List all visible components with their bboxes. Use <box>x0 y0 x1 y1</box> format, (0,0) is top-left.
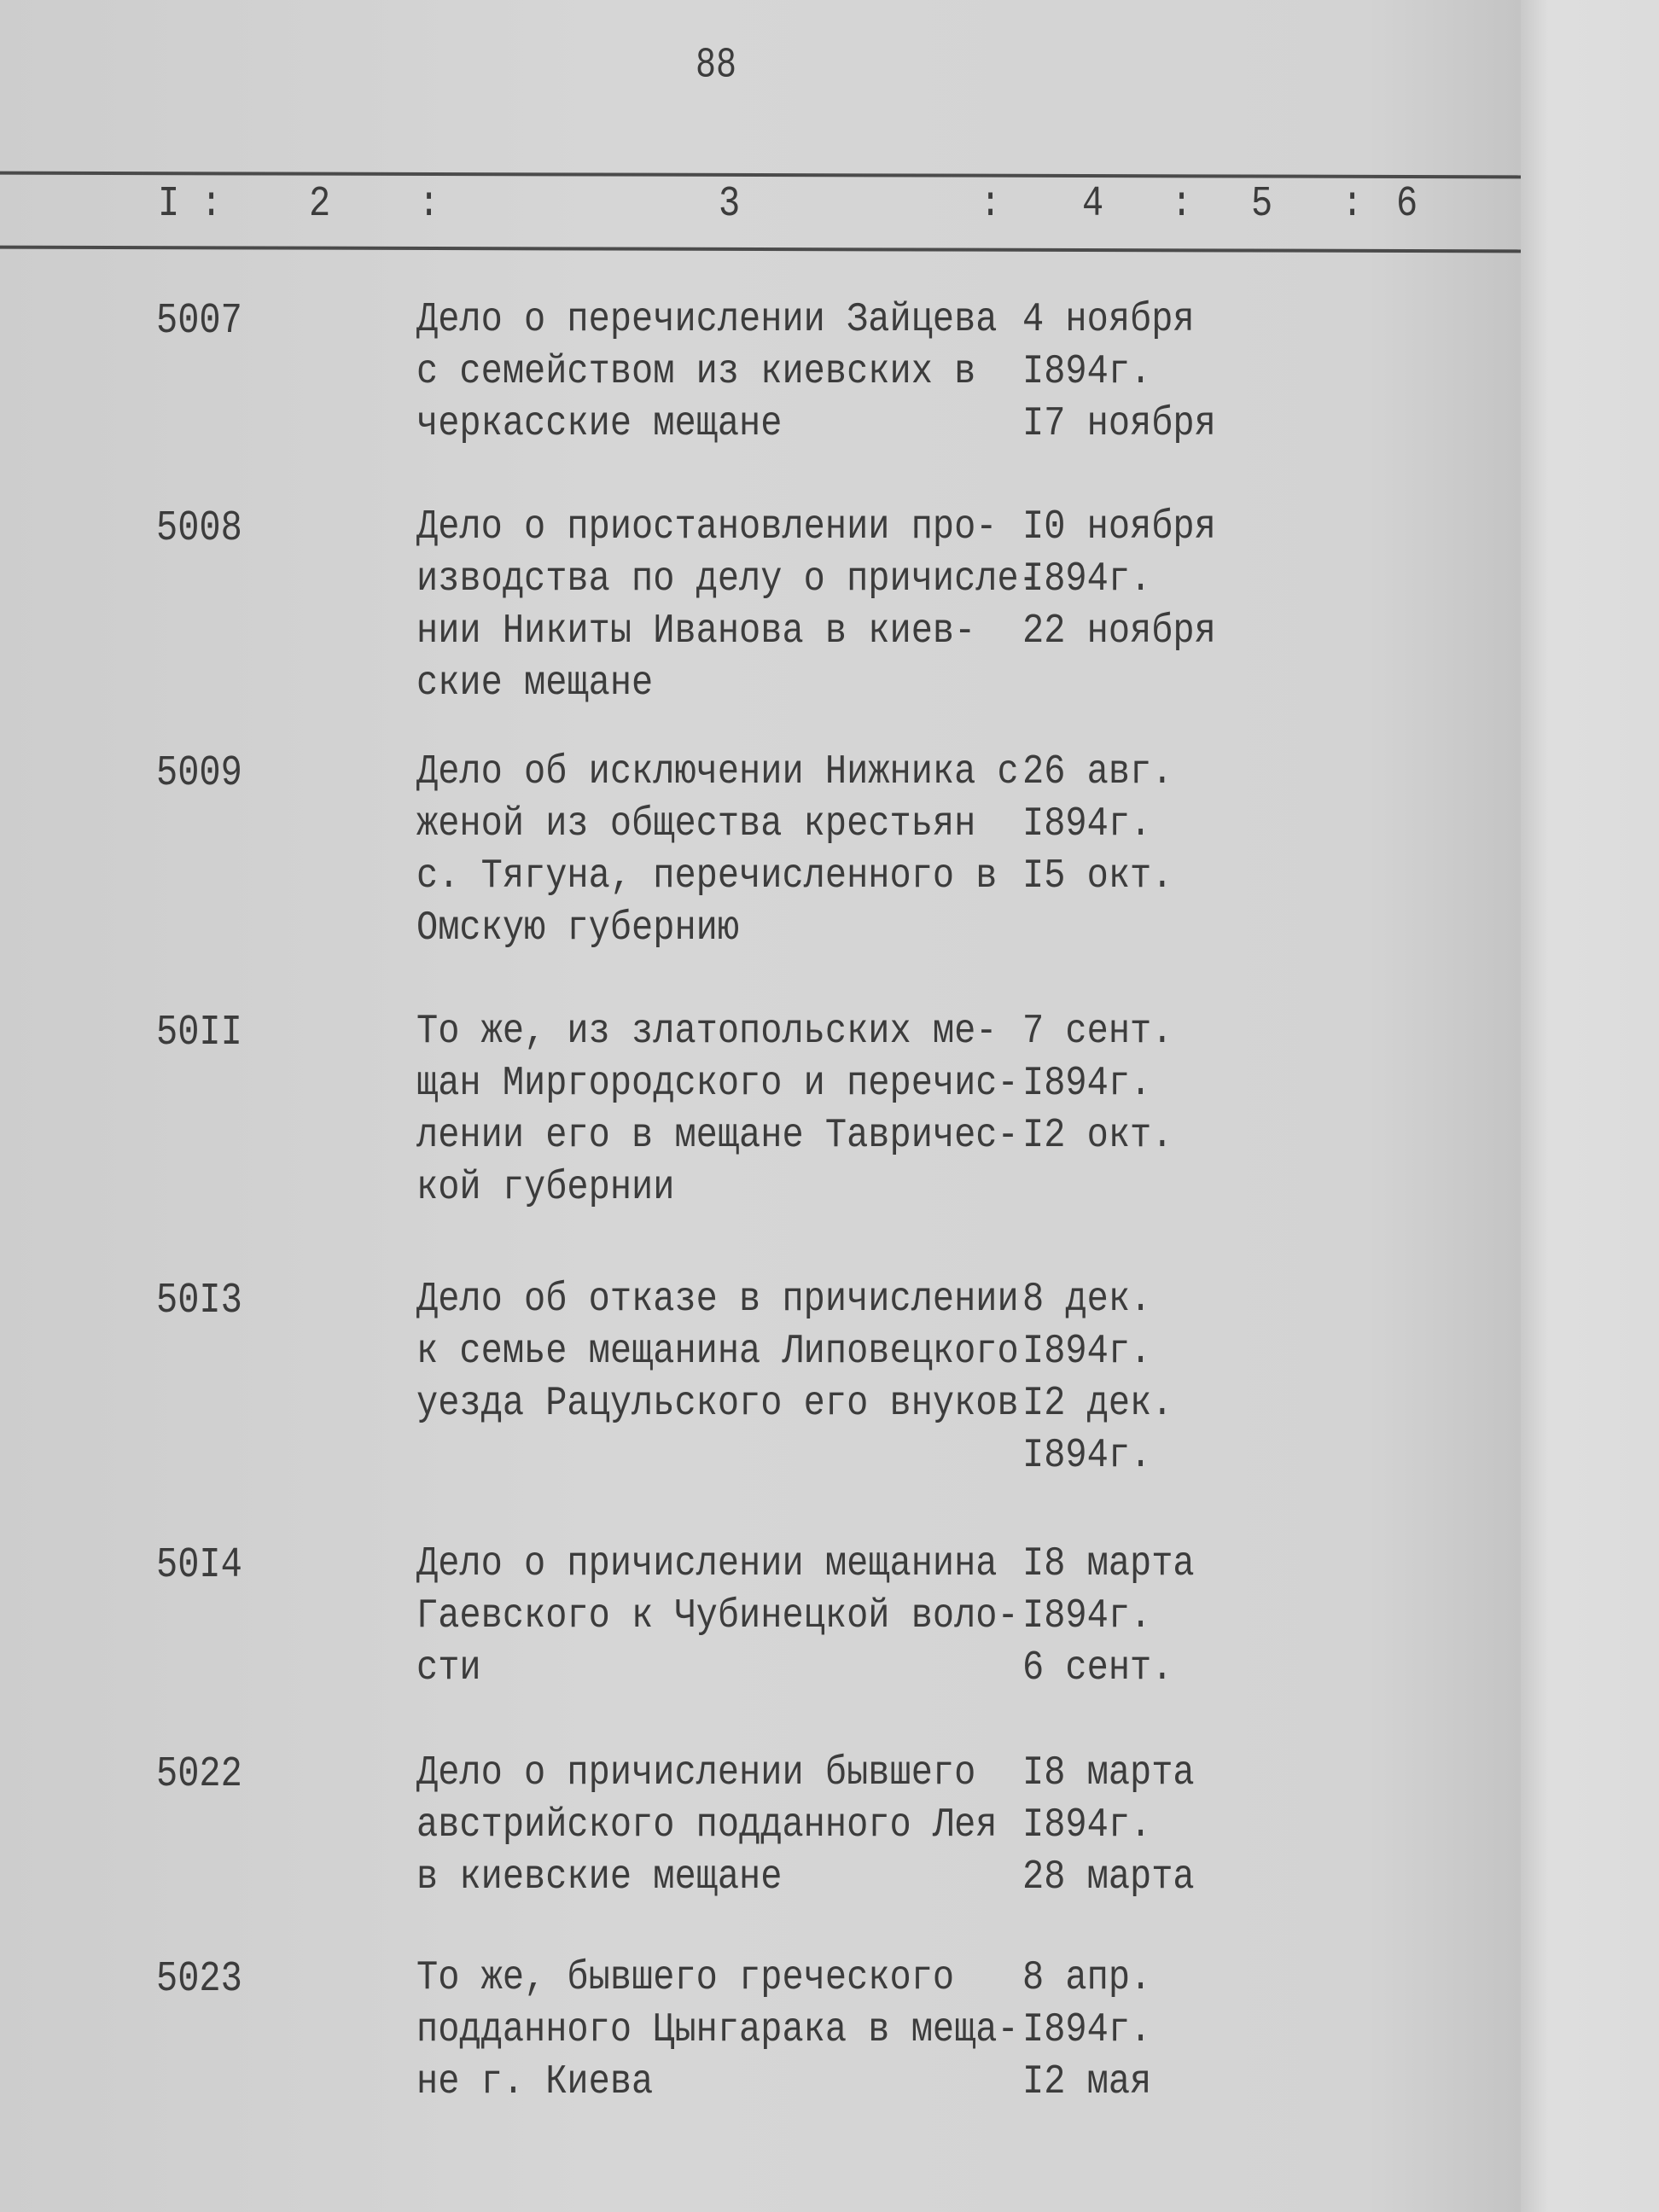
entry-number: 50I4 <box>156 1540 242 1590</box>
column-header-6: 6 <box>1396 179 1418 229</box>
description-line: То же, бывшего греческого <box>416 1953 955 2002</box>
description-line: не г. Киева <box>416 2058 654 2106</box>
description-line: Дело о перечислении Зайцева <box>416 295 998 344</box>
date-line: 8 дек. <box>1022 1275 1152 1324</box>
entry-description <box>416 498 1040 706</box>
column-header-4: 4 <box>1082 179 1104 229</box>
column-header-5: 5 <box>1251 179 1273 229</box>
entry-dates <box>1022 290 1216 446</box>
description-line: лении его в мещане Тавричес- <box>416 1111 1019 1160</box>
description-line: ские мещане <box>416 659 654 707</box>
date-line: I2 дек. <box>1022 1379 1173 1428</box>
entry-description <box>416 1534 1019 1691</box>
description-line: к семье мещанина Липовецкого <box>416 1327 1019 1376</box>
date-line: 8 апр. <box>1022 1953 1152 2002</box>
entry-description <box>416 1002 1019 1210</box>
description-line: щан Миргородского и перечис- <box>416 1059 1019 1108</box>
description-line: подданного Цынгарака в меща- <box>416 2005 1019 2054</box>
entry-number: 5008 <box>156 504 242 553</box>
date-line: I8 марта <box>1022 1749 1195 1797</box>
date-line: I894г. <box>1022 1059 1152 1108</box>
entry-number: 5009 <box>156 748 242 798</box>
entry-description <box>416 1270 1019 1426</box>
description-line: Дело о приостановлении про- <box>416 503 998 551</box>
column-header-1: I <box>158 179 180 229</box>
header-separator: : <box>980 179 1002 229</box>
entry-description <box>416 742 1019 951</box>
description-line: Омскую губернию <box>416 904 740 952</box>
date-line: 26 авг. <box>1022 748 1173 796</box>
date-line: I0 ноября <box>1022 503 1216 551</box>
description-line: Дело о причислении бывшего <box>416 1749 976 1797</box>
date-line: I7 ноября <box>1022 399 1216 448</box>
description-line: с семейством из киевских в <box>416 347 976 396</box>
entry-number: 50I3 <box>156 1276 242 1325</box>
date-line: I2 окт. <box>1022 1111 1173 1160</box>
date-line: I894г. <box>1022 555 1152 603</box>
date-line: I894г. <box>1022 1327 1152 1376</box>
page-number: 88 <box>696 42 737 90</box>
header-separator: : <box>1342 179 1364 229</box>
description-line: австрийского подданного Лея <box>416 1801 998 1849</box>
description-line: Дело об отказе в причислении <box>416 1275 1019 1324</box>
entry-dates <box>1022 1948 1151 2104</box>
entry-dates <box>1022 1002 1173 1158</box>
entry-number: 5023 <box>156 1954 242 2004</box>
date-line: 28 марта <box>1022 1853 1195 1901</box>
date-line: I894г. <box>1022 1431 1152 1480</box>
header-separator: : <box>1171 179 1193 229</box>
description-line: Дело о причислении мещанина <box>416 1540 998 1588</box>
date-line: I8 марта <box>1022 1540 1195 1588</box>
description-line: нии Никиты Иванова в киев- <box>416 607 976 655</box>
date-line: I894г. <box>1022 2005 1152 2054</box>
column-header-2: 2 <box>309 179 331 229</box>
header-separator: : <box>201 179 223 229</box>
entry-number: 5022 <box>156 1749 242 1799</box>
date-line: I5 окт. <box>1022 852 1173 900</box>
entry-dates <box>1022 742 1173 899</box>
description-line: То же, из златопольских ме- <box>416 1007 998 1056</box>
date-line: I2 мая <box>1022 2058 1152 2106</box>
date-line: I894г. <box>1022 800 1152 848</box>
description-line: с. Тягуна, перечисленного в <box>416 852 998 900</box>
description-line: в киевские мещане <box>416 1853 783 1901</box>
entry-dates <box>1022 1743 1195 1900</box>
description-line: Дело об исключении Нижника с <box>416 748 1019 796</box>
entry-dates <box>1022 1270 1173 1478</box>
column-header-3: 3 <box>719 179 741 229</box>
date-line: 4 ноября <box>1022 295 1195 344</box>
description-line: сти <box>416 1644 481 1692</box>
description-line: черкасские мещане <box>416 399 783 448</box>
description-line: кой губернии <box>416 1163 675 1212</box>
date-line: 6 сент. <box>1022 1644 1173 1692</box>
entry-description <box>416 290 998 446</box>
date-line: 22 ноября <box>1022 607 1216 655</box>
entry-number: 5007 <box>156 296 242 346</box>
entry-description <box>416 1948 1019 2104</box>
page-edge <box>1521 0 1659 2212</box>
description-line: женой из общества крестьян <box>416 800 976 848</box>
date-line: 7 сент. <box>1022 1007 1173 1056</box>
description-line: уезда Рацульского его внуков <box>416 1379 1019 1428</box>
date-line: I894г. <box>1022 1592 1152 1640</box>
description-line: Гаевского к Чубинецкой воло- <box>416 1592 1019 1640</box>
entry-dates <box>1022 498 1216 654</box>
date-line: I894г. <box>1022 1801 1152 1849</box>
date-line: I894г. <box>1022 347 1152 396</box>
entry-description <box>416 1743 998 1900</box>
entry-dates <box>1022 1534 1195 1691</box>
entry-number: 50II <box>156 1008 242 1057</box>
description-line: изводства по делу о причисле- <box>416 555 1040 603</box>
header-separator: : <box>418 179 440 229</box>
